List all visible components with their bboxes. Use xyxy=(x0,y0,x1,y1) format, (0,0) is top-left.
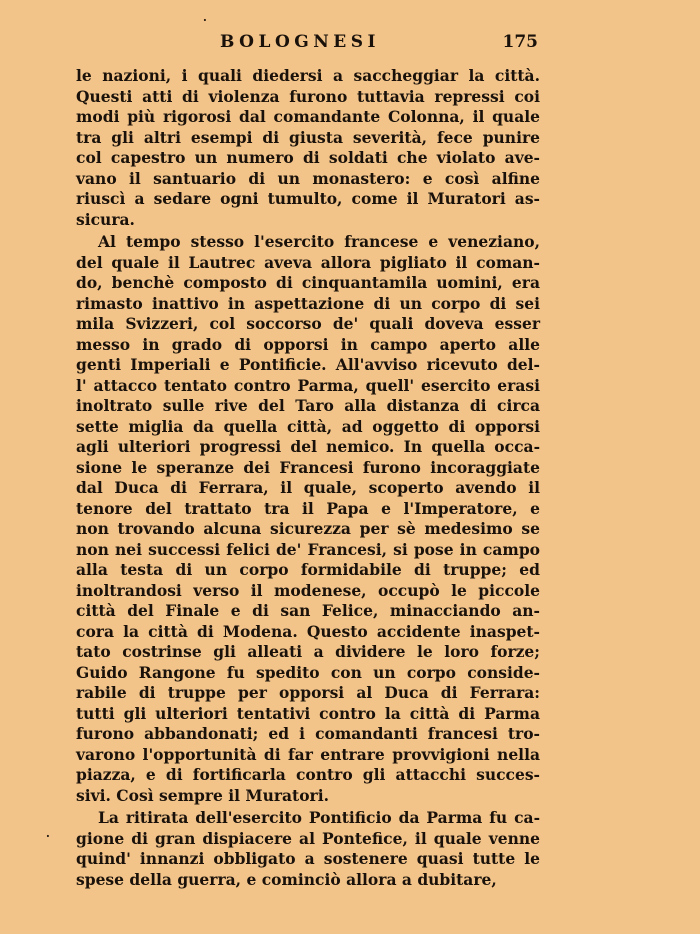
text-line: tenore del trattato tra il Papa e l'Imperatore, e xyxy=(76,498,540,518)
text-line: gione di gran dispiacere al Pontefice, il quale venne xyxy=(76,828,540,848)
text-line: non nei successi felici de' Francesi, si pose in campo xyxy=(76,539,540,559)
text-line: agli ulteriori progressi del nemico. In quella occa- xyxy=(76,437,540,456)
text-line: non trovando alcuna sicurezza per sè medesimo se xyxy=(76,519,540,538)
text-line: quind' innanzi obbligato a sostenere quasi tutte le xyxy=(76,849,540,868)
text-line: cora la città di Modena. Questo accidente inaspet- xyxy=(76,621,540,641)
body-text xyxy=(76,66,540,892)
text-line: tutti gli ulteriori tentativi contro la città di Parma xyxy=(76,703,540,723)
print-speck: · xyxy=(203,14,207,27)
paragraph xyxy=(76,808,540,890)
paragraph xyxy=(76,66,540,230)
text-line: sivi. Così sempre il Muratori. xyxy=(76,785,329,805)
page-number: 175 xyxy=(502,32,538,52)
text-line: Guido Rangone fu spedito con un corpo conside- xyxy=(76,662,540,682)
text-line: piazza, e di fortificarla contro gli attacchi succes- xyxy=(76,765,540,784)
text-line: sicura. xyxy=(76,209,135,229)
text-line: genti Imperiali e Pontificie. All'avviso ricevuto del- xyxy=(76,355,540,374)
running-head: BOLOGNESI xyxy=(220,32,380,52)
text-line: tra gli altri esempi di giusta severità, fece punire xyxy=(76,127,540,147)
text-line: inoltrato sulle rive del Taro alla distanza di circa xyxy=(76,396,540,415)
text-line: Al tempo stesso l'esercito francese e veneziano, xyxy=(98,232,540,251)
text-line: l' attacco tentato contro Parma, quell' esercito erasi xyxy=(76,375,540,395)
text-line: La ritirata dell'esercito Pontificio da Parma fu ca- xyxy=(98,808,540,827)
text-line: Questi atti di violenza furono tuttavia repressi coi xyxy=(76,86,540,106)
text-line: modi più rigorosi dal comandante Colonna, il quale xyxy=(76,107,540,126)
text-line: vano il santuario di un monastero: e così alfine xyxy=(76,168,540,188)
text-line: col capestro un numero di soldati che violato ave- xyxy=(76,148,540,167)
text-line: do, benchè composto di cinquantamila uomini, era xyxy=(76,273,540,292)
text-line: le nazioni, i quali diedersi a saccheggiar la città. xyxy=(76,66,540,85)
text-line: riuscì a sedare ogni tumulto, come il Muratori as- xyxy=(76,189,540,208)
text-line: del quale il Lautrec aveva allora pigliato il coman- xyxy=(76,252,540,272)
print-speck: · xyxy=(46,830,50,843)
text-line: sione le speranze dei Francesi furono incoraggiate xyxy=(76,457,540,477)
text-line: messo in grado di opporsi in campo aperto alle xyxy=(76,334,540,354)
text-line: furono abbandonati; ed i comandanti francesi tro- xyxy=(76,724,540,743)
paragraph xyxy=(76,232,540,806)
text-line: rimasto inattivo in aspettazione di un corpo di sei xyxy=(76,293,540,313)
text-line: sette miglia da quella città, ad oggetto di opporsi xyxy=(76,416,540,436)
text-line: rabile di truppe per opporsi al Duca di Ferrara: xyxy=(76,683,540,702)
text-line: mila Svizzeri, col soccorso de' quali doveva esser xyxy=(76,314,540,333)
text-line: città del Finale e di san Felice, minacciando an- xyxy=(76,601,540,620)
text-line: varono l'opportunità di far entrare provvigioni nella xyxy=(76,744,540,764)
text-line: spese della guerra, e cominciò allora a dubitare, xyxy=(76,869,497,889)
text-line: dal Duca di Ferrara, il quale, scoperto avendo il xyxy=(76,478,540,497)
text-line: alla testa di un corpo formidabile di truppe; ed xyxy=(76,560,540,579)
text-line: tato costrinse gli alleati a dividere le loro forze; xyxy=(76,642,540,661)
page-header xyxy=(76,30,544,58)
text-line: inoltrandosi verso il modenese, occupò le piccole xyxy=(76,580,540,600)
